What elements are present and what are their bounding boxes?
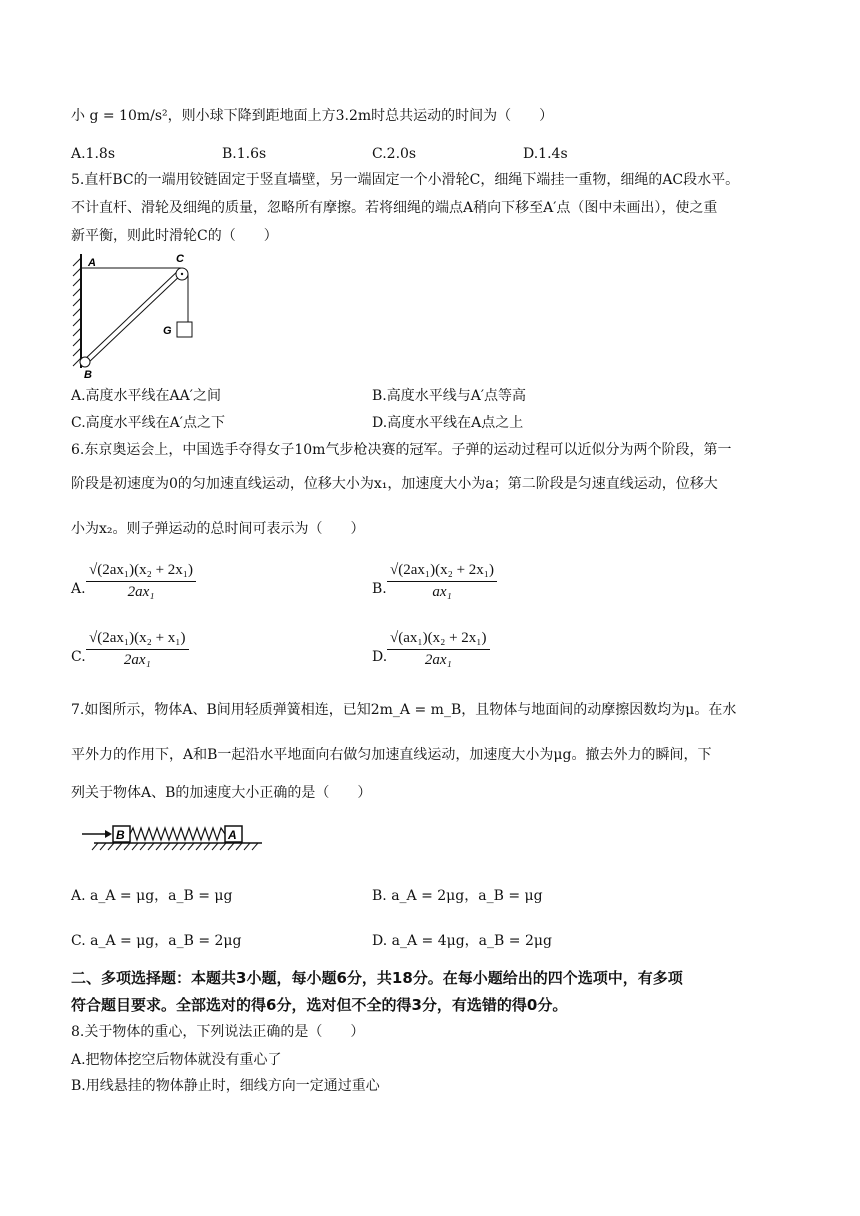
label-b: B <box>84 369 92 380</box>
q6-option-d-denominator: 2ax₁ <box>424 652 452 668</box>
q4-option-b: B.1.6s <box>222 146 267 162</box>
q6-stem-line-1: 6.东京奥运会上，中国选手夺得女子10m气步枪决赛的冠军。子弹的运动过程可以近似分为两个阶段，第一 <box>71 442 732 458</box>
q6-option-b-numerator: √(2ax₁)(x₂ + 2x₁) <box>387 562 497 582</box>
q5-option-d: D.高度水平线在A点之上 <box>372 415 524 431</box>
q6-option-c-label: C. <box>71 649 86 665</box>
hinge-b <box>80 357 90 367</box>
q5-option-b: B.高度水平线与A′点等高 <box>372 388 527 404</box>
q7-option-d: D. a_A = 4μg，a_B = 2μg <box>372 933 552 949</box>
q6-option-a-numerator: √(2ax₁)(x₂ + 2x₁) <box>86 562 196 582</box>
q7-stem-line-2: 平外力的作用下，A和B一起沿水平地面向右做匀加速直线运动，加速度大小为μg。撤去外力的瞬间，下 <box>71 747 712 763</box>
q6-option-d-numerator: √(ax₁)(x₂ + 2x₁) <box>387 630 490 650</box>
weight-g <box>177 322 192 337</box>
q6-option-c-numerator: √(2ax₁)(x₂ + x₁) <box>86 630 189 650</box>
rod-bc-outer-1 <box>84 268 181 360</box>
q6-option-a-label: A. <box>71 581 86 597</box>
q7-option-b: B. a_A = 2μg，a_B = μg <box>372 888 543 904</box>
q4-option-a: A.1.8s <box>71 146 116 162</box>
label-a: A <box>88 257 96 269</box>
q6-option-b-label: B. <box>372 581 387 597</box>
q6-option-d-fraction <box>387 630 490 669</box>
section-2-header-line-2: 符合题目要求。全部选对的得6分，选对但不全的得3分，有选错的得0分。 <box>71 996 568 1014</box>
q4-stem-tail: 小 g = 10m/s²，则小球下降到距地面上方3.2m时总共运动的时间为（ ） <box>71 108 554 124</box>
q6-option-a-fraction <box>86 562 196 601</box>
q6-option-d-label: D. <box>372 649 388 665</box>
spring <box>130 828 225 840</box>
q4-option-c: C.2.0s <box>372 146 417 162</box>
q5-option-c: C.高度水平线在A′点之下 <box>71 415 225 431</box>
block-a-label: A <box>228 828 237 842</box>
q6-option-c-fraction <box>86 630 189 669</box>
q6-option-a-denominator: 2ax₁ <box>127 584 155 600</box>
block-b-label: B <box>116 828 125 842</box>
label-c: C <box>176 253 184 265</box>
q5-figure-wall-rod-pulley <box>68 250 208 380</box>
wall-hatching <box>73 254 81 368</box>
q6-option-c-denominator: 2ax₁ <box>123 652 151 668</box>
q5-stem-line-1: 5.直杆BC的一端用铰链固定于竖直墙壁，另一端固定一个小滑轮C，细绳下端挂一重物，细绳的AC段水平。 <box>71 172 740 188</box>
label-g: G <box>163 325 172 337</box>
q4-option-d: D.1.4s <box>523 146 568 162</box>
q5-stem-line-3: 新平衡，则此时滑轮C的（ ） <box>71 228 278 244</box>
q7-option-c: C. a_A = μg，a_B = 2μg <box>71 933 242 949</box>
q5-stem-line-2: 不计直杆、滑轮及细绳的质量，忽略所有摩擦。若将细绳的端点A稍向下移至A′点（图中未画出），使之重 <box>71 200 718 216</box>
q5-option-a: A.高度水平线在AA′之间 <box>71 388 221 404</box>
q7-option-a: A. a_A = μg，a_B = μg <box>71 888 233 904</box>
q8-option-a: A.把物体挖空后物体就没有重心了 <box>71 1052 282 1068</box>
q7-stem-line-1: 7.如图所示，物体A、B间用轻质弹簧相连，已知2m_A = m_B，且物体与地面间的动摩擦因数均为μ。在水 <box>71 702 737 718</box>
q6-stem-line-3: 小为x₂。则子弹运动的总时间可表示为（ ） <box>71 521 365 537</box>
q7-stem-line-3: 列关于物体A、B的加速度大小正确的是（ ） <box>71 785 372 801</box>
q6-stem-line-2: 阶段是初速度为0的匀加速直线运动，位移大小为x₁，加速度大小为a；第二阶段是匀速直线运动，位移大 <box>71 476 718 492</box>
q8-option-b: B.用线悬挂的物体静止时，细线方向一定通过重心 <box>71 1078 380 1094</box>
q6-option-b-fraction <box>387 562 497 601</box>
q8-stem: 8.关于物体的重心，下列说法正确的是（ ） <box>71 1024 365 1040</box>
q7-figure-blocks-spring <box>80 818 270 858</box>
section-2-header-line-1: 二、多项选择题：本题共3小题，每小题6分，共18分。在每小题给出的四个选项中，有多项 <box>71 969 683 987</box>
rod-bc-outer-2 <box>87 272 184 364</box>
q6-option-b-denominator: ax₁ <box>432 584 452 600</box>
